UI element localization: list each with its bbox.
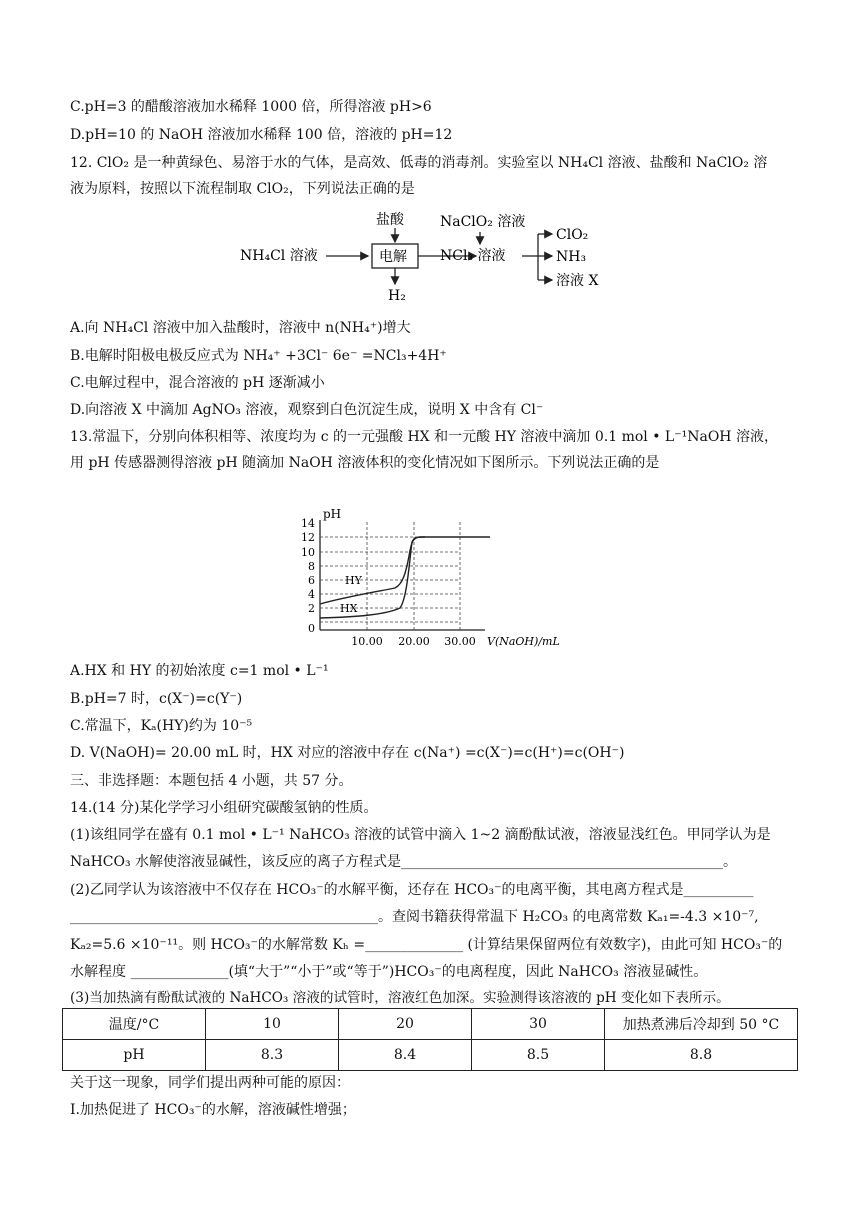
table-cell: 20 <box>339 1009 472 1040</box>
hx-curve <box>320 537 425 618</box>
flow-reagent1-label: 盐酸 <box>376 212 404 228</box>
option-13d: D. V(NaOH)= 20.00 mL 时，HX 对应的溶液中存在 c(Na⁺) =c(X⁻)=c(H⁺)=c(OH⁻) <box>70 745 625 761</box>
x-tick-label: 30.00 <box>444 635 476 648</box>
option-13a: A.HX 和 HY 的初始浓度 c=1 mol • L⁻¹ <box>70 663 329 679</box>
table-cell: 8.4 <box>339 1040 472 1071</box>
text-line: 用 pH 传感器测得溶液 pH 随滴加 NaOH 溶液体积的变化情况如下图所示。下列说法正确的是 <box>70 455 660 471</box>
hx-label: HX <box>340 602 358 615</box>
text-line: (2)乙同学认为该溶液中不仅存在 HCO₃⁻的水解平衡，还存在 HCO₃⁻的电离平衡，其电离方程式是__________ <box>70 882 754 898</box>
y-tick-label: 14 <box>301 517 315 530</box>
table-cell: 8.8 <box>605 1040 798 1071</box>
titration-curve-graph <box>275 480 585 650</box>
flow-out1-label: ClO₂ <box>556 227 589 243</box>
flow-out3-label: 溶液 X <box>556 273 599 289</box>
option-12d: D.向溶液 X 中滴加 AgNO₃ 溶液，观察到白色沉淀生成，说明 X 中含有 Cl⁻ <box>70 402 544 418</box>
text-line: 关于这一现象，同学们提出两种可能的原因： <box>70 1075 350 1091</box>
x-axis-label: V(NaOH)/mL <box>487 635 560 648</box>
text-line: (1)该组同学在盛有 0.1 mol • L⁻¹ NaHCO₃ 溶液的试管中滴入 1~2 滴酚酞试液，溶液显浅红色。甲同学认为是 <box>70 827 771 843</box>
text-line: C.pH=3 的醋酸溶液加水稀释 1000 倍，所得溶液 pH>6 <box>70 99 432 115</box>
x-tick-label: 20.00 <box>398 635 430 648</box>
text-line: D.pH=10 的 NaOH 溶液加水稀释 100 倍，溶液的 pH=12 <box>70 127 453 143</box>
table-cell: 10 <box>206 1009 339 1040</box>
flow-out2-label: NH₃ <box>556 249 587 265</box>
y-tick-label: 8 <box>308 560 315 573</box>
flow-input-label: NH₄Cl 溶液 <box>240 248 318 264</box>
table-cell: 加热煮沸后冷却到 50 °C <box>605 1009 798 1040</box>
text-line: ____________________________________________。查阅书籍获得常温下 H₂CO₃ 的电离常数 Kₐ₁=-4.3 ×10⁻⁷, <box>70 909 759 925</box>
option-13b: B.pH=7 时，c(X⁻)=c(Y⁻) <box>70 691 243 707</box>
question-14-stem: 14.(14 分)某化学学习小组研究碳酸氢钠的性质。 <box>70 800 378 816</box>
table-row <box>63 1009 798 1040</box>
table-row <box>63 1040 798 1071</box>
section-heading: 三、非选择题：本题包括 4 小题，共 57 分。 <box>70 773 353 789</box>
option-13c: C.常温下，Kₐ(HY)约为 10⁻⁵ <box>70 718 253 734</box>
hy-label: HY <box>345 574 362 587</box>
option-12c: C.电解过程中，混合溶液的 pH 逐渐减小 <box>70 375 325 391</box>
question-12-stem: 12. ClO₂ 是一种黄绿色、易溶于水的气体，是高效、低毒的消毒剂。实验室以 NH₄Cl 溶液、盐酸和 NaClO₂ 溶 <box>70 155 768 171</box>
table-cell: 8.3 <box>206 1040 339 1071</box>
flow-reagent2-label: NaClO₂ 溶液 <box>440 214 526 230</box>
text-line: NaHCO₃ 水解使溶液显碱性，该反应的离子方程式是______________________________________________。 <box>70 854 738 870</box>
y-tick-label: 6 <box>308 574 315 587</box>
question-13-stem: 13.常温下，分别向体积相等、浓度均为 c 的一元强酸 HX 和一元酸 HY 溶液中滴加 0.1 mol • L⁻¹NaOH 溶液， <box>70 429 778 445</box>
option-12a: A.向 NH₄Cl 溶液中加入盐酸时，溶液中 n(NH₄⁺)增大 <box>70 320 411 336</box>
flow-mid-label: NCl₃ 溶液 <box>440 248 506 264</box>
option-12b: B.电解时阳极电极反应式为 NH₄⁺ +3Cl⁻ 6e⁻ =NCl₃+4H⁺ <box>70 348 447 364</box>
y-tick-label: 2 <box>308 602 315 615</box>
y-tick-label: 0 <box>308 622 315 635</box>
ph-temperature-table <box>62 1008 798 1071</box>
text-line: 液为原料，按照以下流程制取 ClO₂，下列说法正确的是 <box>70 181 415 197</box>
text-line: 水解程度 ______________(填“大于”“小于”或“等于”)HCO₃⁻的电离程度，因此 NaHCO₃ 溶液显碱性。 <box>70 964 708 980</box>
process-flow-diagram <box>240 210 800 310</box>
text-line: Kₐ₂=5.6 ×10⁻¹¹。则 HCO₃⁻的水解常数 Kₕ =______________ (计算结果保留两位有效数字)，由此可知 HCO₃⁻的 <box>70 937 783 953</box>
flow-gas-label: H₂ <box>388 288 406 304</box>
table-cell: 温度/°C <box>63 1009 206 1040</box>
x-tick-label: 10.00 <box>351 635 383 648</box>
text-line: (3)当加热滴有酚酞试液的 NaHCO₃ 溶液的试管时，溶液红色加深。实验测得该溶液的 pH 变化如下表所示。 <box>70 990 730 1006</box>
table-cell: pH <box>63 1040 206 1071</box>
text-line: I.加热促进了 HCO₃⁻的水解，溶液碱性增强； <box>70 1102 356 1118</box>
y-tick-label: 4 <box>308 588 315 601</box>
y-tick-label: 12 <box>301 531 315 544</box>
y-tick-label: 10 <box>301 546 315 559</box>
table-cell: 30 <box>472 1009 605 1040</box>
flow-box-label: 电解 <box>379 249 407 265</box>
y-axis-label: pH <box>323 507 342 521</box>
table-cell: 8.5 <box>472 1040 605 1071</box>
